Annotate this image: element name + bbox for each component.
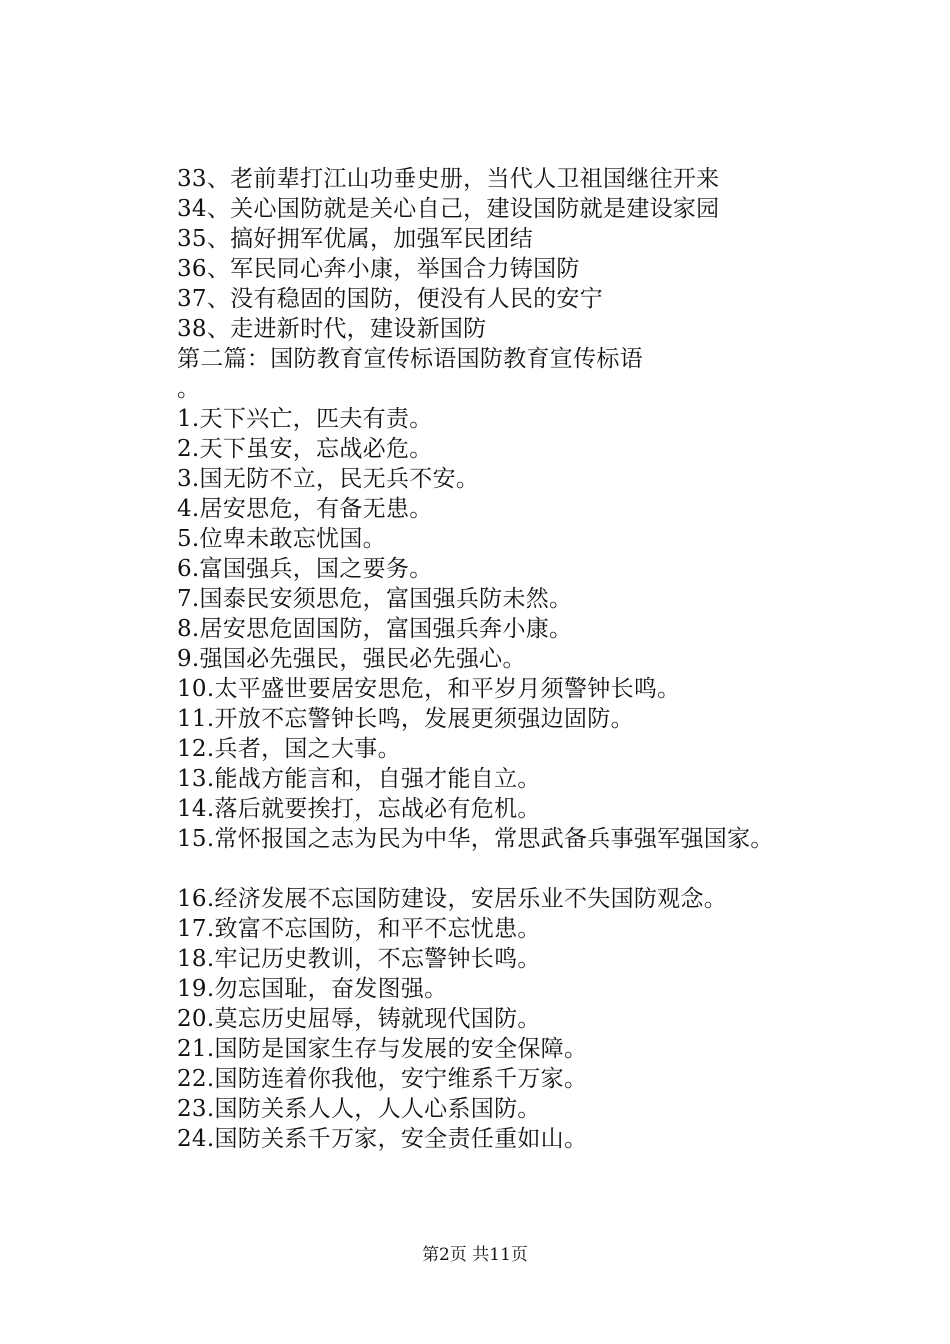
blank-line (177, 854, 877, 884)
text-line: 36、军民同心奔小康，举国合力铸国防 (177, 256, 580, 282)
text-line: 23.国防关系人人，人人心系国防。 (177, 1096, 541, 1122)
text-line: 14.落后就要挨打，忘战必有危机。 (177, 796, 541, 822)
text-line: 37、没有稳固的国防，便没有人民的安宁 (177, 286, 603, 312)
text-line: 4.居安思危，有备无患。 (177, 496, 433, 522)
text-line: 3.国无防不立，民无兵不安。 (177, 466, 480, 492)
text-line: 1.天下兴亡，匹夫有责。 (177, 406, 433, 432)
text-line: 。 (177, 376, 201, 402)
text-line: 20.莫忘历史屈辱，铸就现代国防。 (177, 1006, 541, 1032)
text-line: 10.太平盛世要居安思危，和平岁月须警钟长鸣。 (177, 676, 681, 702)
text-line: 13.能战方能言和，自强才能自立。 (177, 766, 541, 792)
text-line: 38、走进新时代，建设新国防 (177, 316, 487, 342)
section-heading: 第二篇：国防教育宣传标语国防教育宣传标语 (177, 346, 643, 372)
text-line: 17.致富不忘国防，和平不忘忧患。 (177, 916, 541, 942)
text-line: 15.常怀报国之志为民为中华，常思武备兵事强军强国家。 (177, 826, 774, 852)
text-line: 34、关心国防就是关心自己，建设国防就是建设家园 (177, 196, 720, 222)
text-line: 9.强国必先强民，强民必先强心。 (177, 646, 526, 672)
text-line: 18.牢记历史教训，不忘警钟长鸣。 (177, 946, 541, 972)
text-line: 22.国防连着你我他，安宁维系千万家。 (177, 1066, 588, 1092)
text-line: 12.兵者，国之大事。 (177, 736, 401, 762)
text-line: 33、老前辈打江山功垂史册，当代人卫祖国继往开来 (177, 166, 720, 192)
text-line: 5.位卑未敢忘忧国。 (177, 526, 386, 552)
text-line: 16.经济发展不忘国防建设，安居乐业不失国防观念。 (177, 886, 728, 912)
page-footer: 第2页 共11页 (422, 1245, 528, 1265)
text-line: 11.开放不忘警钟长鸣，发展更须强边固防。 (177, 706, 634, 732)
text-line: 6.富国强兵，国之要务。 (177, 556, 433, 582)
text-line: 24.国防关系千万家，安全责任重如山。 (177, 1126, 588, 1152)
text-line: 19.勿忘国耻，奋发图强。 (177, 976, 448, 1002)
text-line: 2.天下虽安，忘战必危。 (177, 436, 433, 462)
document-body (177, 164, 877, 1154)
text-line: 7.国泰民安须思危，富国强兵防未然。 (177, 586, 573, 612)
text-line: 8.居安思危固国防，富国强兵奔小康。 (177, 616, 573, 642)
text-line: 35、搞好拥军优属，加强军民团结 (177, 226, 534, 252)
text-line: 21.国防是国家生存与发展的安全保障。 (177, 1036, 588, 1062)
